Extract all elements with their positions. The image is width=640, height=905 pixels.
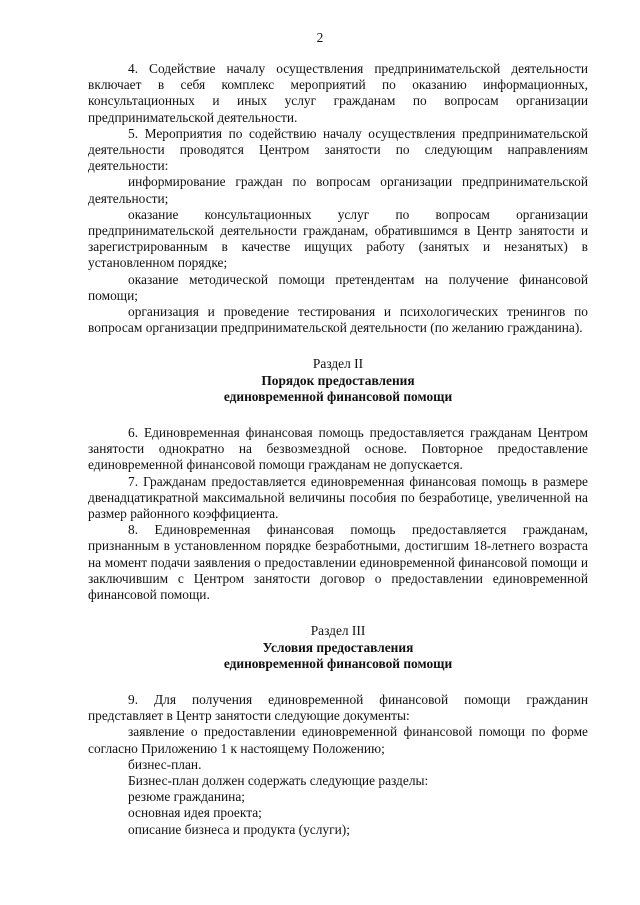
section-title-line: Условия предоставления: [262, 639, 414, 655]
list-item: оказание консультационных услуг по вопросам организации предпринимательской деятельности гражданам, обратившимся в Центр занятости и зарегистрированным в качестве ищущих работу (занятых и незанятых) в установленном порядке;: [88, 206, 588, 271]
page-number: 2: [316, 30, 324, 45]
section-title-line: единовременной финансовой помощи: [223, 388, 453, 404]
list-item: основная идея проекта;: [128, 805, 262, 821]
section-label: Раздел III: [310, 623, 366, 639]
document-body: [88, 61, 588, 838]
section-title-line: Порядок предоставления: [261, 372, 415, 388]
list-item: информирование граждан по вопросам организации предпринимательской деятельности;: [88, 174, 588, 206]
paragraph-7: 7. Гражданам предоставляется единовременная финансовая помощь в размере двенадцатикратной максимальной величины пособия по безработице, увеличенной на размер районного коэффициента.: [88, 473, 588, 522]
section-title-line: единовременной финансовой помощи: [223, 655, 453, 671]
list-item: резюме гражданина;: [128, 789, 245, 805]
paragraph-6: 6. Единовременная финансовая помощь предоставляется гражданам Центром занятости однократно на безвозмездной основе. Повторное предоставление единовременной финансовой помощи гражданам не допускается.: [88, 425, 588, 473]
section-2-heading: [88, 356, 588, 405]
paragraph-5: 5. Мероприятия по содействию началу осуществления предпринимательской деятельности проводятся Центром занятости по следующим направлениям деятельности:: [88, 125, 588, 174]
section-label: Раздел II: [312, 356, 364, 372]
paragraph-9: 9. Для получения единовременной финансовой помощи гражданин представляет в Центр занятости следующие документы:: [88, 691, 588, 724]
list-item: Бизнес-план должен содержать следующие разделы:: [128, 772, 429, 788]
list-item: описание бизнеса и продукта (услуги);: [128, 821, 350, 837]
paragraph-4: 4. Содействие началу осуществления предпринимательской деятельности включает в себя комплекс мероприятий по оказанию информационных, консультационных и иных услуг гражданам по вопросам организации предпринимательской деятельности.: [88, 61, 588, 125]
list-item: бизнес-план.: [128, 756, 202, 772]
list-item: оказание методической помощи претендентам на получение финансовой помощи;: [88, 271, 588, 303]
list-item: организация и проведение тестирования и психологических тренингов по вопросам организации предпринимательской деятельности (по желанию гражданина).: [88, 304, 588, 336]
paragraph-8: 8. Единовременная финансовая помощь предоставляется гражданам, признанным в установленном порядке безработными, достигшим 18-летнего возраста на момент подачи заявления о предоставлении единовременной финансовой помощи и заключившим с Центром занятости договор о предоставлении единовременной финансовой помощи.: [88, 522, 588, 603]
section-3-heading: [88, 623, 588, 672]
list-item: заявление о предоставлении единовременной финансовой помощи по форме согласно Приложению 1 к настоящему Положению;: [88, 724, 588, 756]
